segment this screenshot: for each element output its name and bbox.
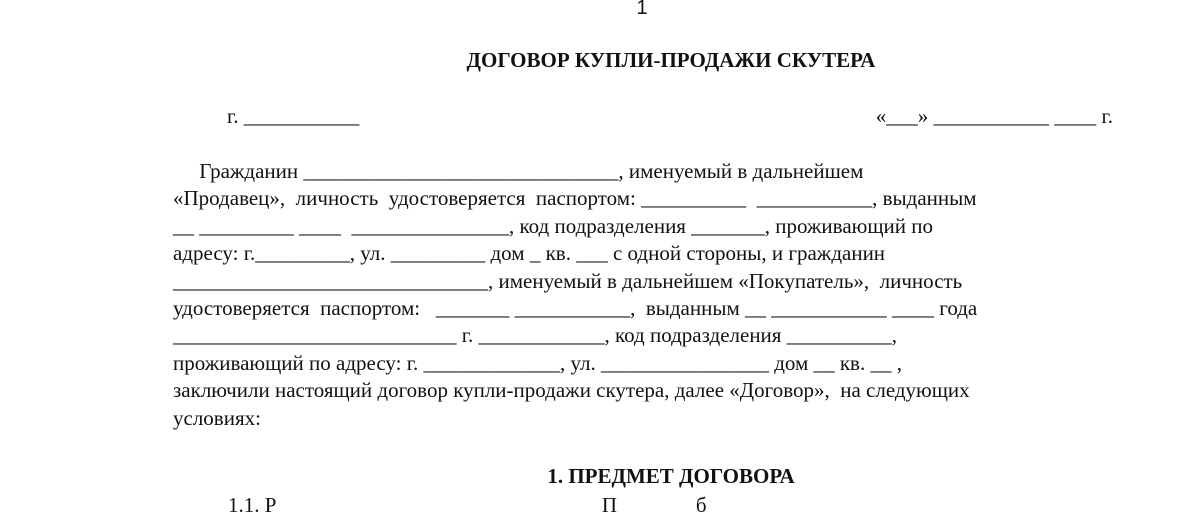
body-line: ______________________________, именуемый в дальнейшем «Покупатель», личность [173,268,963,293]
body-line: заключили настоящий договор купли-продажи скутера, далее «Договор», на следующих [173,378,970,403]
section-heading: 1. ПРЕДМЕТ ДОГОВОРА [547,464,795,488]
body-line: проживающий по адресу: г. _____________, ул. ________________ дом __ кв. __ , [173,350,902,375]
contract-body [173,158,1113,432]
clause-line-partial: 1.1. Р П б [228,493,707,517]
body-line: условиях: [173,405,261,430]
body-line: удостоверяется паспортом: _______ ___________, выданным __ ___________ ____ года [173,295,978,320]
document-title: ДОГОВОР КУПЛИ-ПРОДАЖИ СКУТЕРА [466,48,876,72]
body-line: адресу: г._________, ул. _________ дом _ кв. ___ с одной стороны, и гражданин [173,241,886,266]
date-field: «___» ___________ ____ г. [875,104,1113,128]
body-line: __ _________ ____ _______________, код подразделения _______, проживающий по [173,213,933,238]
place-field: г. ___________ [227,104,360,128]
page-number: 1 [636,0,648,19]
body-line: Гражданин ______________________________, именуемый в дальнейшем [173,159,864,183]
body-line: ___________________________ г. ____________, код подразделения __________, [173,323,897,348]
body-line: «Продавец», личность удостоверяется паспортом: __________ ___________, выданным [173,186,977,211]
